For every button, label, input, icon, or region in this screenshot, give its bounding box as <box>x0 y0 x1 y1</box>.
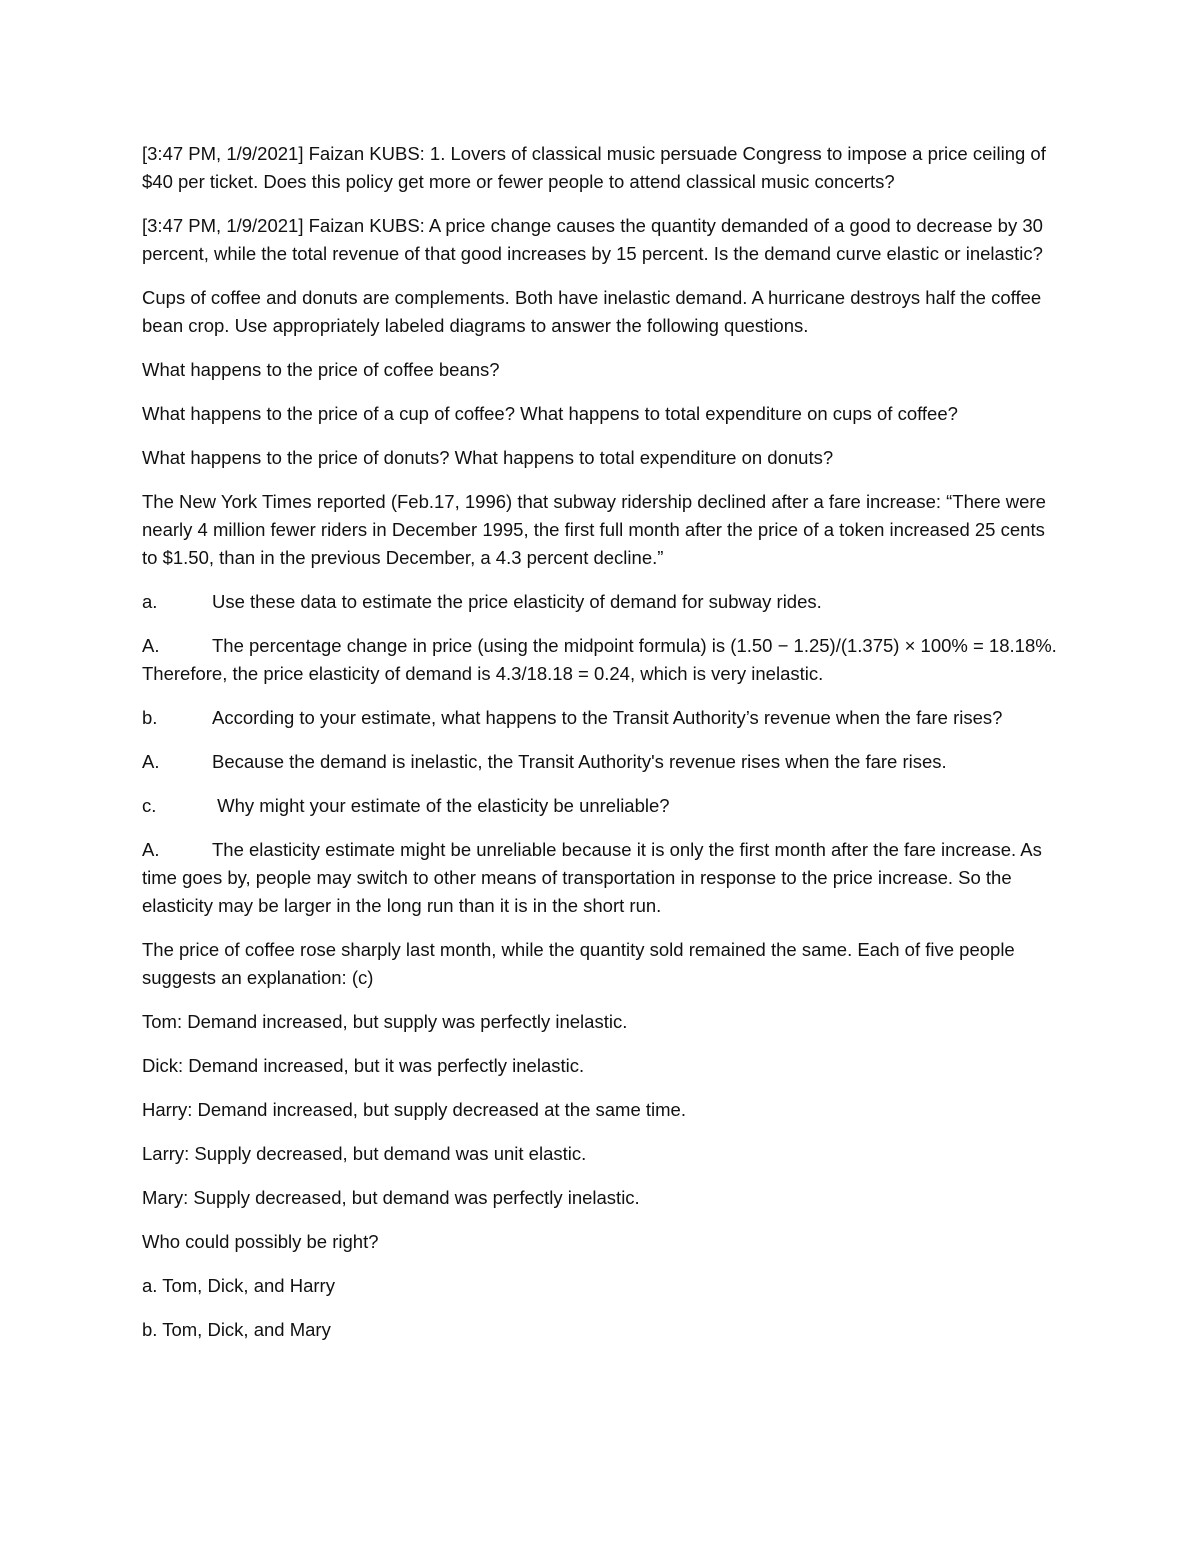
paragraph-coffee-beans-question: What happens to the price of coffee beans? <box>142 359 500 380</box>
answer-option-a: a. Tom, Dick, and Harry <box>142 1275 335 1296</box>
paragraph-coffee-donuts: Cups of coffee and donuts are complements. Both have inelastic demand. A hurricane destroys half the coffee bean crop. Use appropriately labeled diagrams to answer the following questions. <box>142 287 1042 336</box>
paragraph-coffee-price-rose: The price of coffee rose sharply last month, while the quantity sold remained the same. Each of five people suggests an explanation: (c) <box>142 939 1015 988</box>
item-text: Why might your estimate of the elasticity be unreliable? <box>212 795 670 816</box>
paragraph-price-ceiling-question: [3:47 PM, 1/9/2021] Faizan KUBS: 1. Lovers of classical music persuade Congress to impose a price ceiling of $40 per ticket. Does this policy get more or fewer people to attend classical music concerts? <box>142 143 1046 192</box>
paragraph-who-right: Who could possibly be right? <box>142 1231 379 1252</box>
item-label: a. <box>142 591 158 612</box>
paragraph-nyt-report: The New York Times reported (Feb.17, 1996) that subway ridership declined after a fare increase: “There were nearly 4 million fewer riders in December 1995, the first full month after the price of a token increased 25 cents to $1.50, than in the previous December, a 4.3 percent decline.” <box>142 491 1046 568</box>
document-body <box>142 140 1062 1360</box>
paragraph-larry: Larry: Supply decreased, but demand was unit elastic. <box>142 1143 587 1164</box>
answer-option-b: b. Tom, Dick, and Mary <box>142 1319 331 1340</box>
item-text: Use these data to estimate the price elasticity of demand for subway rides. <box>212 591 822 612</box>
list-item <box>142 632 1062 688</box>
item-label: c. <box>142 795 157 816</box>
item-text: The elasticity estimate might be unreliable because it is only the first month after the fare increase. As time goes by, people may switch to other means of transportation in response to the price increase. So the elasticity may be larger in the long run than it is in the short run. <box>142 839 1042 916</box>
item-label: A. <box>142 839 160 860</box>
item-text: Because the demand is inelastic, the Transit Authority's revenue rises when the fare rises. <box>212 751 947 772</box>
paragraph-donuts-question: What happens to the price of donuts? What happens to total expenditure on donuts? <box>142 447 834 468</box>
paragraph-mary: Mary: Supply decreased, but demand was perfectly inelastic. <box>142 1187 640 1208</box>
list-item <box>142 748 1062 776</box>
item-label: b. <box>142 707 158 728</box>
paragraph-elasticity-question: [3:47 PM, 1/9/2021] Faizan KUBS: A price change causes the quantity demanded of a good to decrease by 30 percent, while the total revenue of that good increases by 15 percent. Is the demand curve elastic or inelastic? <box>142 215 1043 264</box>
item-text: The percentage change in price (using the midpoint formula) is (1.50 − 1.25)/(1.375) × 100% = 18.18%. Therefore, the price elasticity of demand is 4.3/18.18 = 0.24, which is very inelastic. <box>142 635 1057 684</box>
list-item <box>142 836 1062 920</box>
list-item <box>142 704 1062 732</box>
paragraph-tom: Tom: Demand increased, but supply was perfectly inelastic. <box>142 1011 628 1032</box>
item-label: A. <box>142 751 160 772</box>
list-item <box>142 588 1062 616</box>
paragraph-dick: Dick: Demand increased, but it was perfectly inelastic. <box>142 1055 585 1076</box>
item-text: According to your estimate, what happens to the Transit Authority’s revenue when the fare rises? <box>212 707 1003 728</box>
list-item <box>142 792 1062 820</box>
paragraph-cup-of-coffee-question: What happens to the price of a cup of coffee? What happens to total expenditure on cups of coffee? <box>142 403 958 424</box>
item-label: A. <box>142 635 160 656</box>
paragraph-harry: Harry: Demand increased, but supply decreased at the same time. <box>142 1099 686 1120</box>
